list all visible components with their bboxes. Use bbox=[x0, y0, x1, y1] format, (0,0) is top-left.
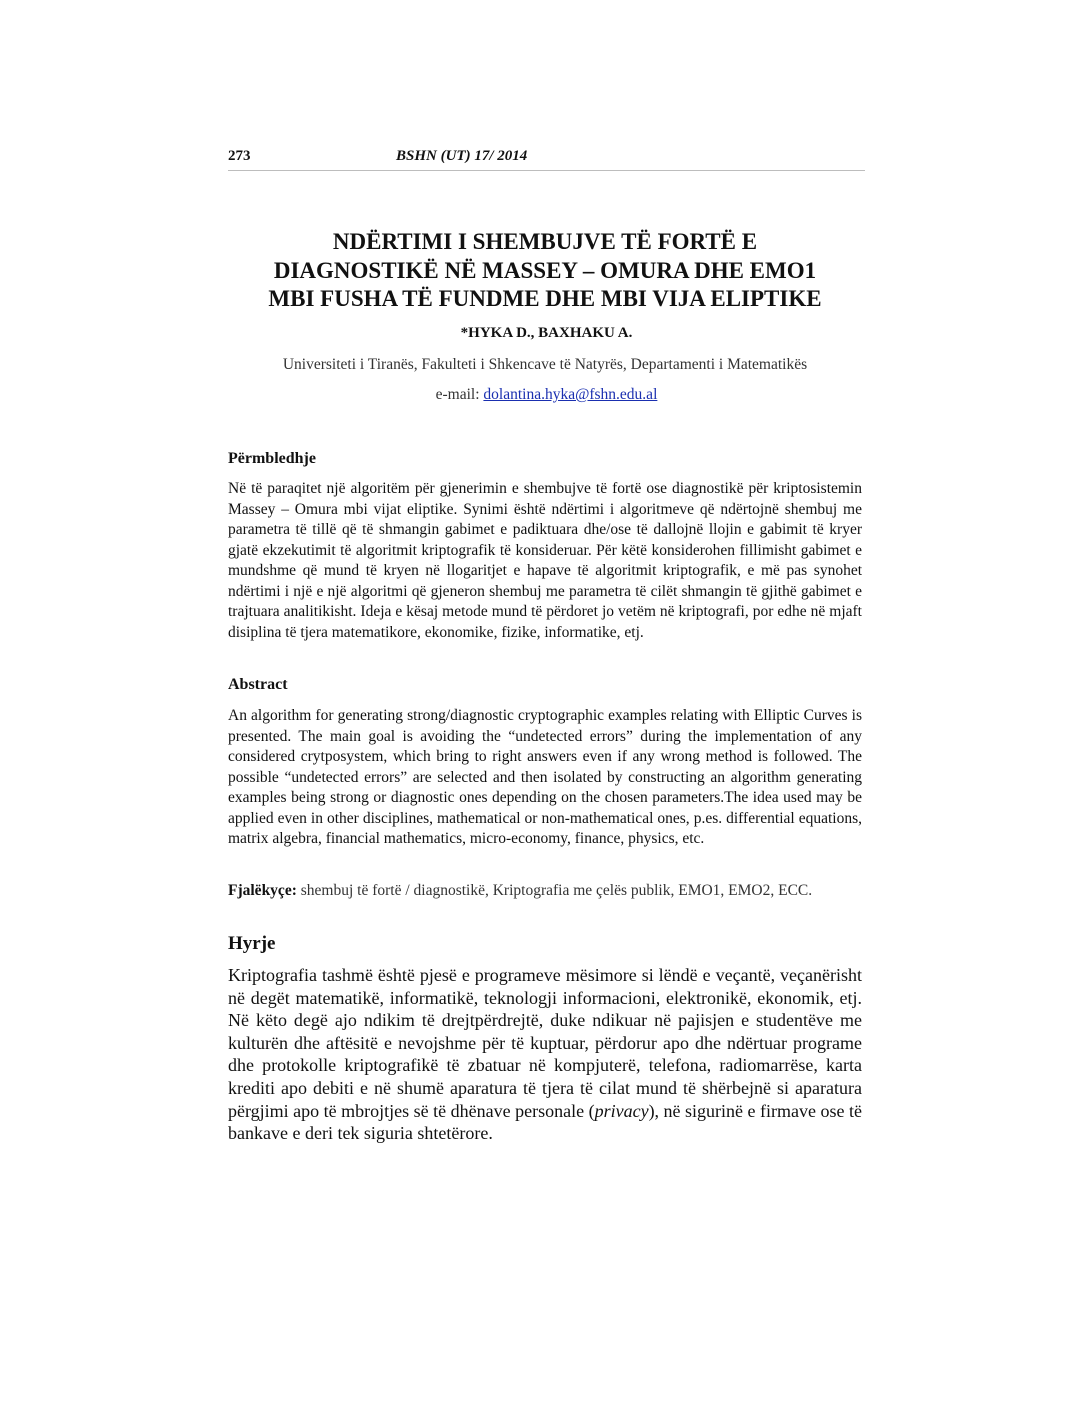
abstract-text: An algorithm for generating strong/diagnostic cryptographic examples relating with Elliptic Curves is presented. The main goal is avoiding the “undetected errors” during the implementation of any considered crytposystem, which bring to right answers even if any wrong method is followed. The possible “undetected errors” are selected and then isolated by constructing an algorithm generating examples being strong or diagnostic ones depending on the chosen parameters.The idea used may be applied even in other disciplines, mathematical or non-mathematical ones, p.es. differential equations, matrix algebra, financial mathematics, micro-economy, finance, physics, etc. bbox=[228, 707, 862, 847]
contact-line bbox=[228, 386, 865, 404]
keywords-label: Fjalëkyçe: bbox=[228, 882, 297, 899]
introduction-heading: Hyrje bbox=[228, 933, 276, 954]
journal-citation: BSHN (UT) 17/ 2014 bbox=[396, 148, 528, 164]
abstract-heading: Abstract bbox=[228, 676, 288, 693]
title-line: MBI FUSHA TË FUNDME DHE MBI VIJA ELIPTIKE bbox=[268, 286, 822, 311]
affiliation: Universiteti i Tiranës, Fakulteti i Shkencave të Natyrës, Departamenti i Matematikës bbox=[282, 356, 808, 373]
email-link[interactable]: dolantina.hyka@fshn.edu.al bbox=[483, 386, 658, 403]
permbledhje-heading: Përmbledhje bbox=[228, 450, 316, 467]
running-head bbox=[228, 146, 865, 171]
authors: *HYKA D., BAXHAKU A. bbox=[460, 325, 633, 341]
title-line: NDËRTIMI I SHEMBUJVE TË FORTË E bbox=[332, 229, 758, 254]
keywords-text: shembuj të fortë / diagnostikë, Kriptografia me çelës publik, EMO1, EMO2, ECC. bbox=[296, 882, 813, 899]
introduction-text-part: Kriptografia tashmë është pjesë e programeve mësimore si lëndë e veçantë, veçanërisht në degët matematikë, informatikë, teknologji informacioni, elektronikë, ekonomik, etj. Në këto degë ajo ndikim të drejtpërdrejtë, duke ndikuar në pajisjen e studentëve me kulturën dhe aftësitë e nevojshme për të kuptuar, përdorur apo dhe ndërtuar programe dhe protokolle kriptografikë të zbatuar në kompjuterë, telefona, radiomarrëse, karta krediti apo debiti e në shumë aparatura të tjera të cilat mund të shërbejnë si aparatura përgjimi apo të mbrojtjes së të dhënave personale ( bbox=[228, 965, 862, 1121]
page-number: 273 bbox=[228, 148, 251, 164]
introduction-text bbox=[228, 964, 862, 1145]
permbledhje-text: Në të paraqitet një algoritëm për gjenerimin e shembujve të fortë ose diagnostikë për kriptosistemin Massey – Omura mbi vijat eliptike. Synimi është ndërtimi i algoritmeve që ndërtojnë shembuj me parametra të tillë që të shmangin gabimet e padiktuara dhe/ose të dallojnë llojin e gabimit të kryer gjatë ekzekutimit të algoritmit kriptografik të konsideruar. Për këtë konsiderohen fillimisht gabimet e mundshme që mund të kryen në llogaritjet e hapave të algoritmit kriptografik, e më pas synohet ndërtimi i një e një algoritmi që gjeneron shembuj me parametra të cilët shmangin të gjithë gabimet e trajtuara analitikisht. Ideja e kësaj metode mund të përdoret jo vetëm në kriptografi, por edhe në mjaft disiplina të tjera matematikore, ekonomike, fizike, informatike, etj. bbox=[228, 480, 862, 641]
title-line: DIAGNOSTIKË NË MASSEY – OMURA DHE EMO1 bbox=[273, 257, 817, 283]
email-label: e-mail: bbox=[435, 386, 484, 403]
keywords bbox=[228, 881, 862, 902]
privacy-term: privacy bbox=[594, 1100, 649, 1121]
introduction-text-part: ), në sigurinë e firmave ose të bankave e deri tek siguria shtetërore. bbox=[228, 1100, 862, 1144]
paper-title bbox=[200, 228, 890, 314]
